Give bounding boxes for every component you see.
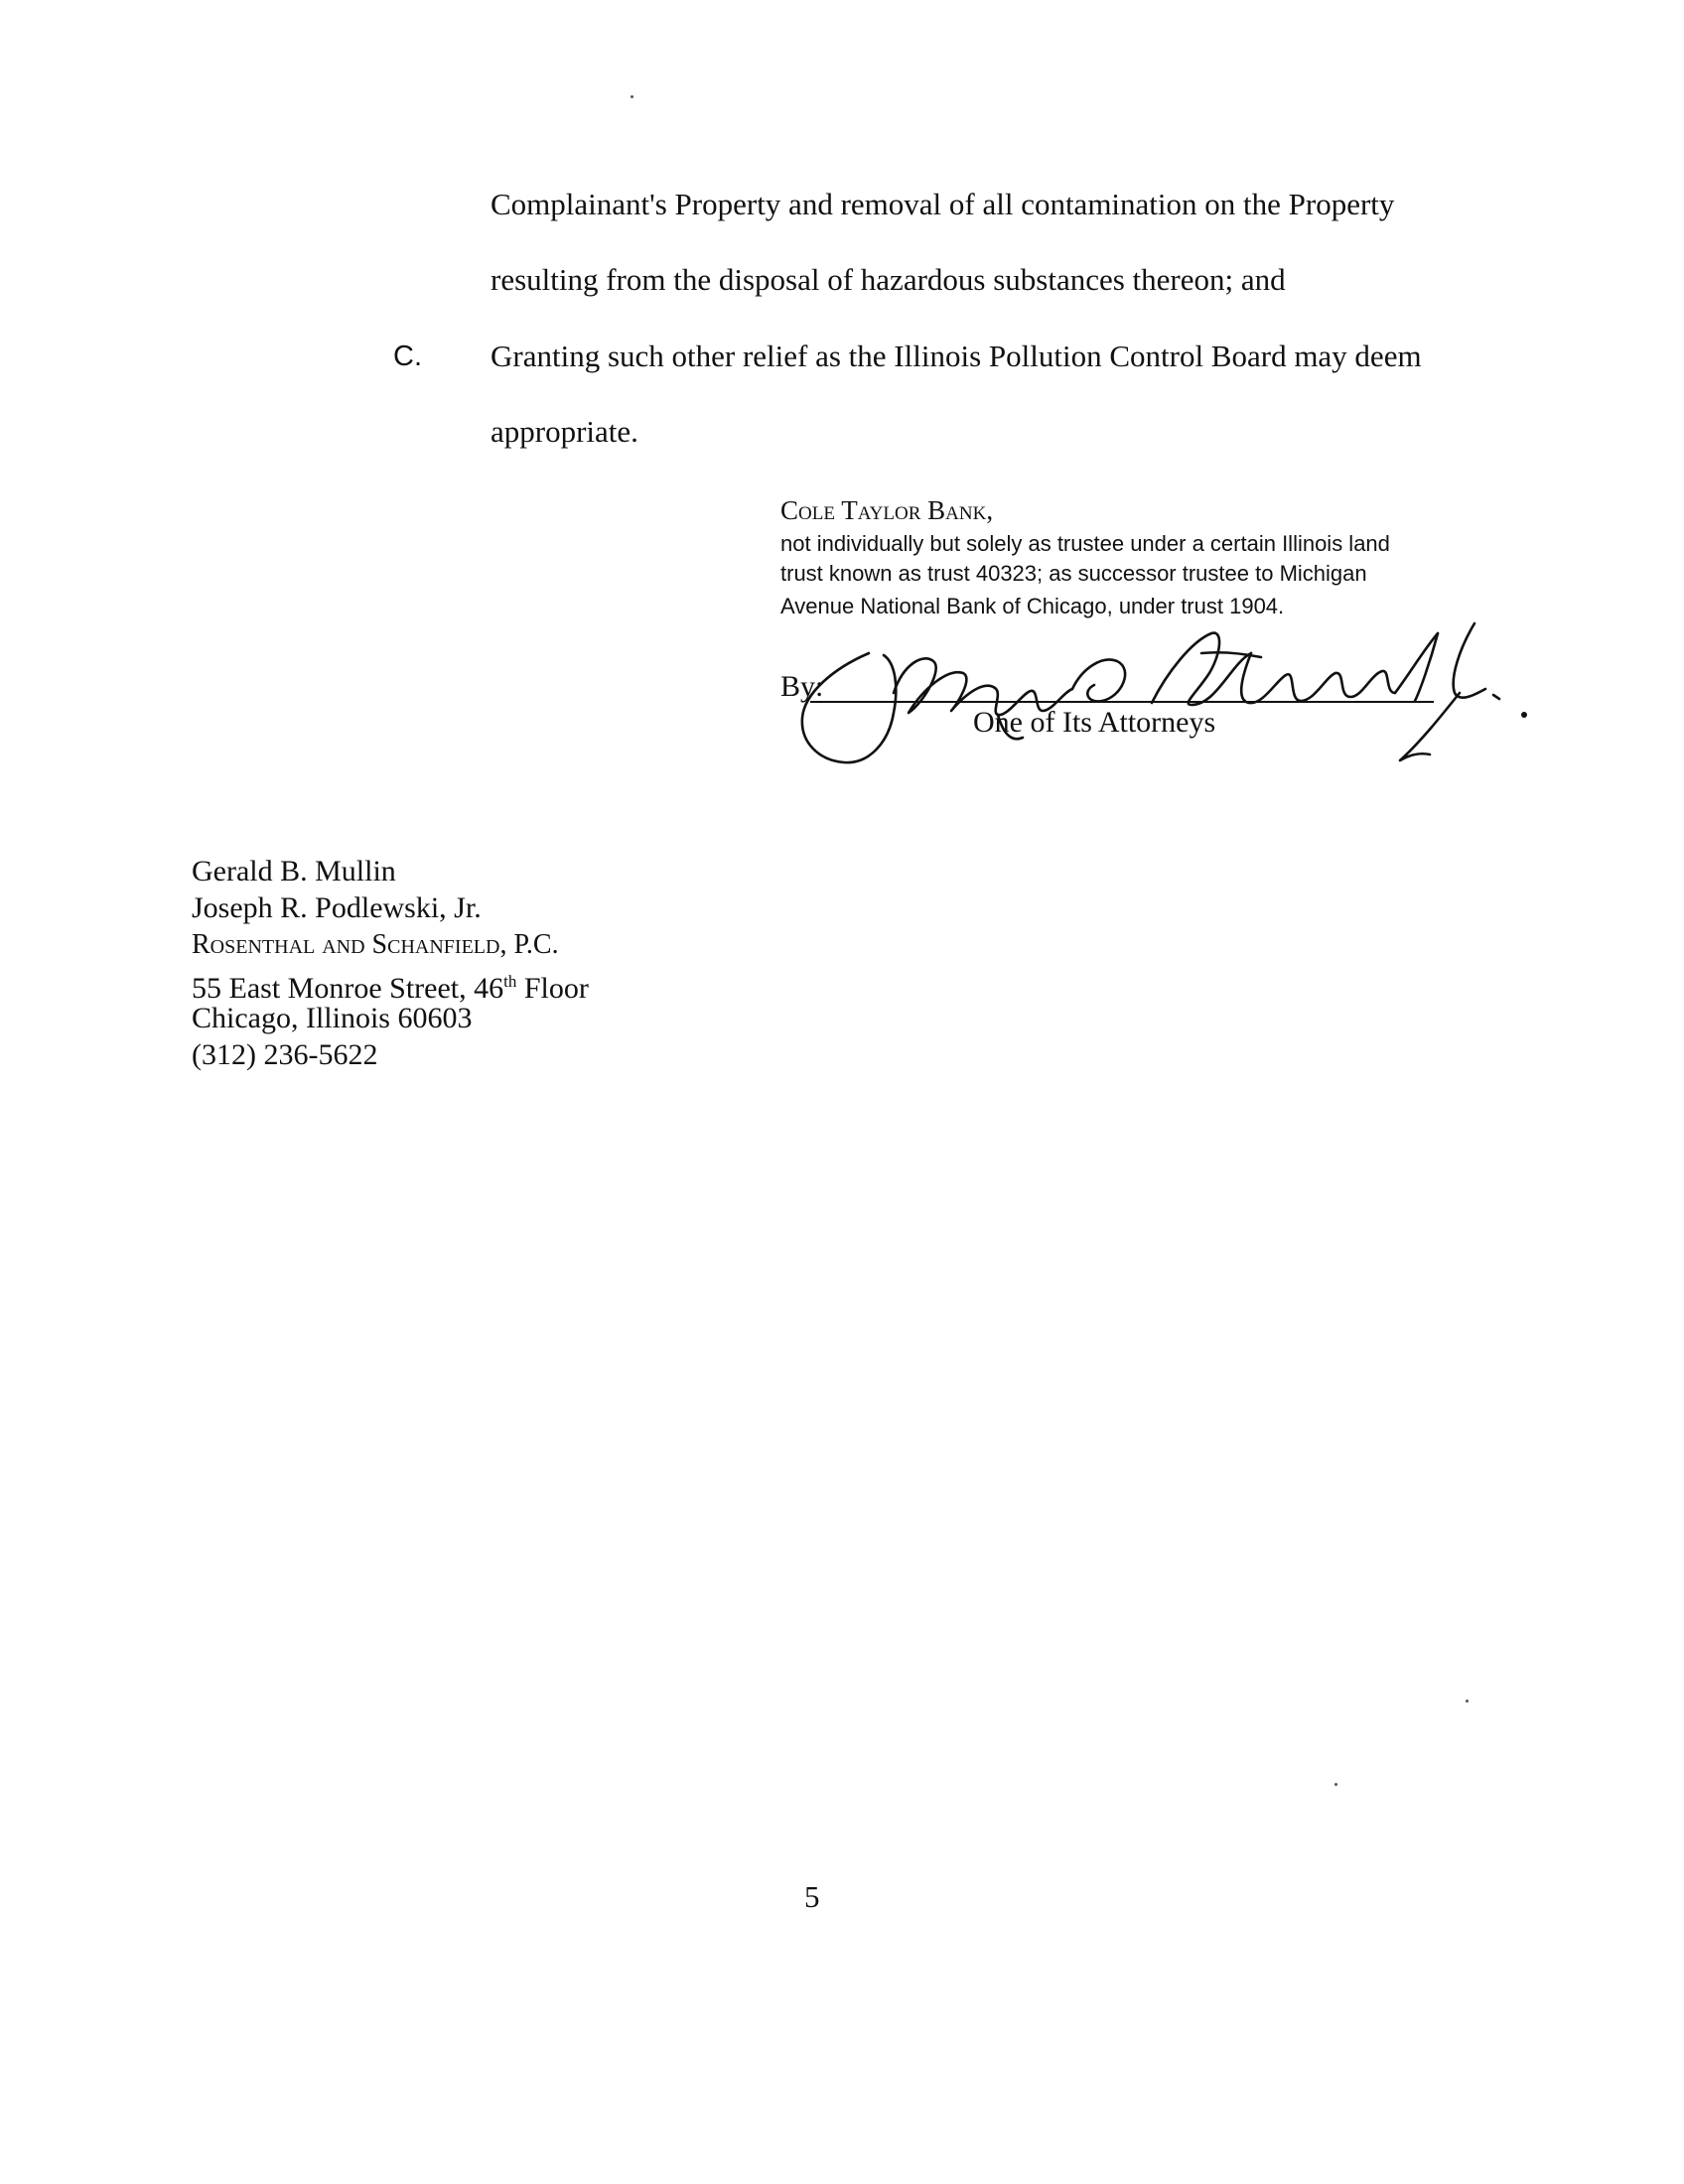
- page-number: 5: [804, 1879, 820, 1914]
- firm-phone: (312) 236-5622: [192, 1038, 378, 1071]
- firm-city-state-zip: Chicago, Illinois 60603: [192, 1002, 473, 1034]
- address-superscript: th: [503, 972, 517, 991]
- signatory-description-line: Avenue National Bank of Chicago, under trust 1904.: [780, 594, 1285, 618]
- body-text-line: Granting such other relief as the Illinois Pollution Control Board may deem: [491, 339, 1422, 373]
- signatory-description-line: not individually but solely as trustee under a certain Illinois land: [780, 531, 1390, 556]
- body-text-line: appropriate.: [491, 414, 638, 449]
- scan-speck: [1334, 1783, 1337, 1786]
- scan-speck: [631, 95, 633, 98]
- handwritten-signature: [774, 594, 1529, 782]
- list-item-marker: C.: [393, 341, 422, 372]
- law-firm-name: Rosenthal and Schanfield, P.C.: [192, 929, 559, 960]
- by-label: By:: [780, 670, 824, 703]
- scan-speck: [1466, 1700, 1469, 1703]
- attorney-name: Joseph R. Podlewski, Jr.: [192, 891, 482, 924]
- signatory-description-line: trust known as trust 40323; as successor trustee to Michigan: [780, 561, 1367, 586]
- address-text: Floor: [516, 972, 589, 1005]
- attorney-name: Gerald B. Mullin: [192, 855, 396, 887]
- address-text: 55 East Monroe Street, 46: [192, 972, 504, 1005]
- signer-caption: One of Its Attorneys: [973, 706, 1216, 739]
- body-text-line: Complainant's Property and removal of all contamination on the Property: [491, 187, 1395, 221]
- signatory-party-name: Cole Taylor Bank,: [780, 495, 994, 525]
- body-text-line: resulting from the disposal of hazardous substances thereon; and: [491, 262, 1286, 297]
